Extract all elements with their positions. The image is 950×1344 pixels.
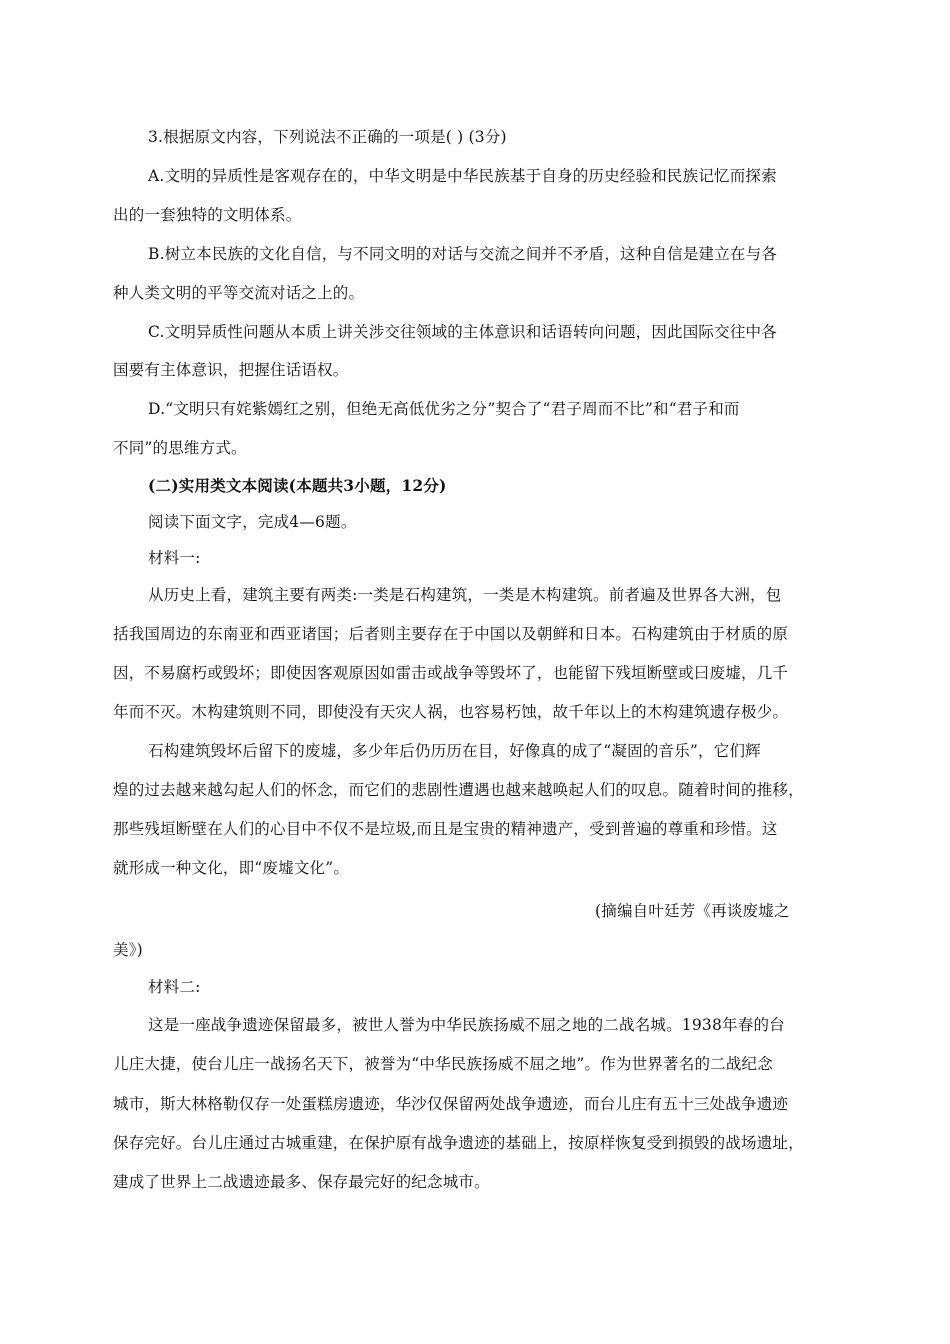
option-b-line-1: B.树立本民族的文化自信，与不同文明的对话与交流之间并不矛盾，这种自信是建立在与各: [148, 245, 778, 263]
material-2-label: 材料二:: [148, 978, 201, 996]
material-2-para-1-line: 保存完好。台儿庄通过古城重建，在保护原有战争遗迹的基础上，按原样恢复受到损毁的战场遗址，: [113, 1134, 804, 1152]
material-1-para-2-line: 煌的过去越来越勾起人们的怀念，而它们的悲剧性遭遇也越来越唤起人们的叹息。随着时间的推移，: [113, 781, 804, 799]
option-b-line-2: 种人类文明的平等交流对话之上的。: [113, 284, 365, 302]
option-c-line-1: C.文明异质性问题从本质上讲关涉交往领域的主体意识和话语转向问题，因此国际交往中各: [148, 323, 777, 341]
material-1-para-2-line: 就形成一种文化，即“废墟文化”。: [113, 859, 350, 877]
material-1-para-2-line: 那些残垣断壁在人们的心目中不仅不是垃圾,而且是宝贵的精神遗产，受到普遍的尊重和珍惜。这: [113, 820, 778, 838]
section-instruction: 阅读下面文字，完成4—6题。: [148, 513, 357, 531]
material-1-para-1-line: 年而不灭。木构建筑则不同，即使没有天灾人祸，也容易朽蚀，故千年以上的木构建筑遗存极少。: [113, 703, 789, 721]
material-1-source-line-2: 美》): [113, 941, 143, 959]
material-2-para-1-line: 儿庄大捷，使台儿庄一战扬名天下，被誉为“中华民族扬威不屈之地”。作为世界著名的二战纪念: [113, 1055, 773, 1073]
option-c-line-2: 国要有主体意识，把握住话语权。: [113, 361, 349, 379]
option-d-line-1: D.“文明只有姹紫嫣红之别，但绝无高低优劣之分”契合了“君子周而不比”和“君子和而: [148, 400, 740, 418]
material-1-para-1-line: 括我国周边的东南亚和西亚诸国；后者则主要存在于中国以及朝鲜和日本。石构建筑由于材质的原: [113, 625, 789, 643]
material-1-source-line-1: (摘编自叶廷芳《再谈废墟之: [595, 902, 790, 920]
question-3-stem: 3.根据原文内容，下列说法不正确的一项是( ) (3分): [148, 128, 507, 146]
material-1-para-2-line: 石构建筑毁坏后留下的废墟，多少年后仍历历在目，好像真的成了“凝固的音乐”，它们辉: [148, 742, 761, 760]
material-1-label: 材料一:: [148, 549, 201, 567]
material-2-para-1-line: 这是一座战争遗迹保留最多，被世人誉为中华民族扬威不屈之地的二战名城。1938年春的台: [148, 1016, 785, 1034]
material-1-para-1-line: 从历史上看，建筑主要有两类:一类是石构建筑，一类是木构建筑。前者遍及世界各大洲，包: [148, 586, 782, 604]
section-heading: (二)实用类文本阅读(本题共3小题，12分): [148, 476, 447, 495]
option-d-line-2: 不同”的思维方式。: [113, 439, 247, 457]
material-2-para-1-line: 建成了世界上二战遗迹最多、保存最完好的纪念城市。: [113, 1173, 490, 1191]
material-2-para-1-line: 城市，斯大林格勒仅存一处蛋糕房遗迹，华沙仅保留两处战争遗迹，而台儿庄有五十三处战争遗迹: [113, 1095, 789, 1113]
material-1-para-1-line: 因，不易腐朽或毁坏；即使因客观原因如雷击或战争等毁坏了，也能留下残垣断壁或曰废墟，几千: [113, 664, 789, 682]
option-a-line-2: 出的一套独特的文明体系。: [113, 206, 302, 224]
option-a-line-1: A.文明的异质性是客观存在的，中华文明是中华民族基于自身的历史经验和民族记忆而探索: [148, 167, 777, 185]
